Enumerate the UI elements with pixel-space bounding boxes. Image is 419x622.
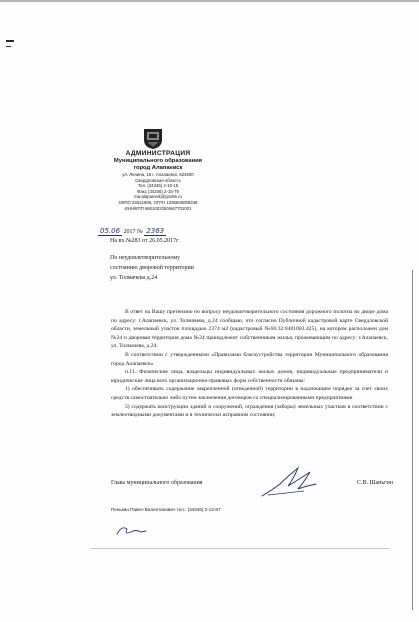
handwritten-initial bbox=[114, 520, 150, 540]
executor-line: Пенькин Павел Валентинович тел.: (34346) 2-12-87 bbox=[111, 507, 221, 512]
signatory-name: С.В. Шаньгин bbox=[356, 480, 393, 486]
handwritten-signature bbox=[258, 462, 320, 502]
scan-edge-top bbox=[0, 0, 419, 2]
body-paragraph: 5) содержать конструкции зданий и сооружений, ограждения (заборы) земельных участков в соответствии с землеотводными документами и в технически исправном состоянии; bbox=[111, 403, 388, 419]
subject-line: По неудовлетворительному bbox=[110, 255, 181, 261]
subject-block bbox=[110, 253, 194, 283]
handwritten-number: 2363 bbox=[146, 227, 165, 235]
body-paragraph: п.11. Физические лица, владельцы индивидуальных жилых домов, индивидуальные предприниматели и юридические лица всех организационно-правовых форм собственности обязаны: bbox=[111, 369, 388, 384]
inn-line: ИНН/КПП 6601002250/667701001 bbox=[124, 205, 192, 211]
okpo-line: ОКПО 04041905, ОГРН 1036600000348 bbox=[118, 199, 198, 205]
body-paragraph: 1) обеспечивать содержание закрепленной (отведенной) территории в надлежащем порядке за счет своих средств самостоятельно либо путем заключения договоров со специализированными предприятиями bbox=[111, 386, 388, 401]
fax-line: Факс (34346) 2-15-79 bbox=[137, 188, 179, 194]
phone-line: Тел. (34346) 2-10-15 bbox=[137, 183, 179, 189]
handwritten-date: 05.06 bbox=[100, 227, 121, 235]
email-line: ma-alapaevsk@gov66.ru bbox=[134, 194, 182, 200]
coat-of-arms-icon bbox=[143, 128, 163, 150]
org-title: АДМИНИСТРАЦИЯ bbox=[125, 150, 191, 157]
number-sign: № bbox=[137, 229, 143, 235]
address-line: Свердловская область bbox=[135, 177, 181, 183]
letterhead bbox=[100, 150, 216, 211]
fold-line bbox=[90, 548, 390, 549]
address-line: ул. Ленина, 18 г. Алапаевск, 624600 bbox=[122, 172, 194, 177]
date-year: 2017 bbox=[123, 229, 136, 235]
subject-line: состоянию дворовой территории bbox=[110, 265, 194, 271]
scan-mark bbox=[6, 46, 11, 47]
subject-line: ул. Толмачева д.24 bbox=[110, 275, 158, 281]
letter-body bbox=[111, 308, 388, 420]
scan-mark bbox=[6, 40, 14, 42]
body-paragraph: В соответствии с утвержденными «Правилами благоустройства территории Муниципального образования город Алапаевск» bbox=[111, 351, 388, 367]
date-number-line bbox=[98, 227, 238, 236]
incoming-reference: На вх.№283 от 26.05.2017г bbox=[110, 238, 179, 244]
org-line: город Алапаевск bbox=[133, 165, 183, 171]
org-line: Муниципального образования bbox=[113, 158, 203, 164]
signatory-position: Глава муниципального образования bbox=[111, 480, 203, 486]
body-paragraph: В ответ на Вашу претензию по вопросу неудовлетворительного состояния дорожного полотна во дворе дома по адресу: г.Алапаевск, ул. Толмачева, д.24 сообщаю, что согласно Публичной кадастровой карте Свердловской области, земельный участок площадью 2374 м2 (кадастровый №66:32:0401003:425), на котором расположен дом №24 и дворовая территория дома №24 принадлежит собственникам жилья, проживающим по адресу: г.Алапаевск, ул. Толмачева, д.24. bbox=[111, 309, 388, 350]
scan-edge-right bbox=[412, 270, 413, 610]
